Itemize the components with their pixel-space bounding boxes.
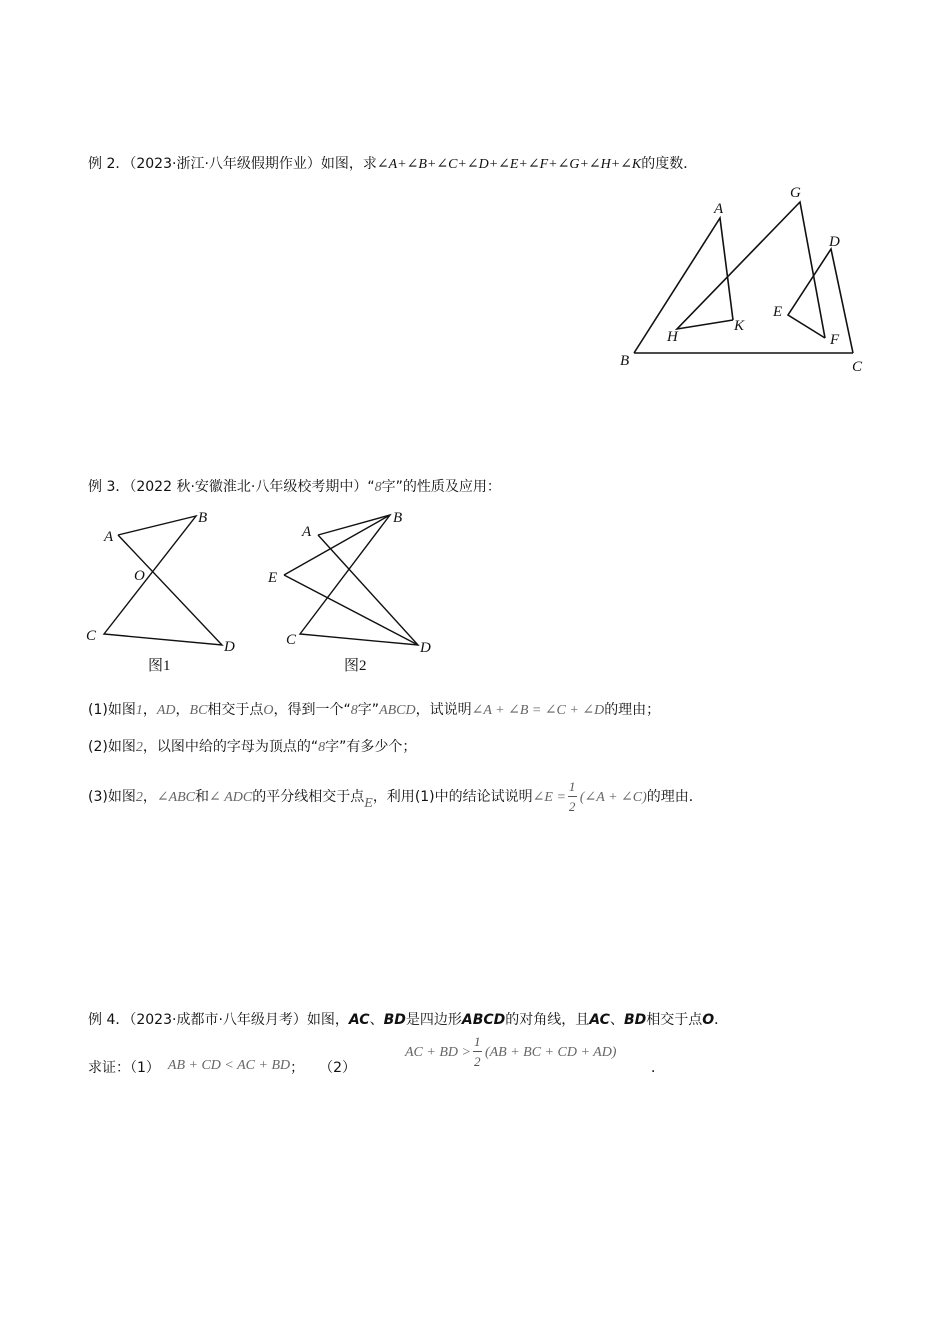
fig2-segment-ed — [284, 575, 418, 645]
q3-text5: 的理由． — [646, 789, 703, 805]
ex2-text-pre: 如图，求 — [320, 156, 377, 172]
ex2-text-post: 的度数． — [641, 156, 698, 172]
fig1-label-b: B — [198, 510, 208, 526]
ex4-text5: ． — [714, 1012, 729, 1028]
ex2-triangle-cdf — [788, 249, 853, 353]
ex4-label: 例 4． — [88, 1012, 130, 1028]
ex4-abcd: ABCD — [461, 1012, 506, 1028]
ex2-triangle-abk — [634, 218, 733, 353]
ex2-label-g: G — [790, 185, 801, 201]
ex2-label-f: F — [830, 332, 840, 348]
fig1-label-o: O — [134, 568, 145, 584]
fig2-path-abcd — [300, 515, 418, 645]
fig2-label-d: D — [420, 640, 431, 656]
q3-frac-den: 2 — [568, 799, 576, 814]
q3-ref: (1) — [414, 789, 435, 805]
ex4-question — [88, 1010, 728, 1030]
ex4-end: ． — [651, 1060, 665, 1076]
q1-equation: ∠A + ∠B = ∠C + ∠D — [471, 703, 605, 718]
fig2-label-b: B — [393, 510, 403, 526]
q1-fig: 1 — [135, 703, 143, 718]
ex4-part2: （2） — [326, 1060, 357, 1076]
q3-fig: 2 — [135, 790, 143, 805]
q3-frac-num: 1 — [568, 779, 576, 794]
ex4-prove-line — [88, 1058, 356, 1079]
ex2-label-k: K — [734, 318, 745, 334]
q2-fig: 2 — [135, 740, 143, 755]
ex3-q2 — [88, 737, 416, 758]
ex3-eight: 8 — [374, 480, 382, 495]
ex2-label-e: E — [773, 304, 783, 320]
ex3-source: （2022 秋·安徽淮北·八年级校考期中） — [129, 479, 368, 495]
ex2-label-a: A — [714, 201, 724, 217]
ex2-label: 例 2． — [88, 156, 130, 172]
q2-eight: 8 — [318, 740, 326, 755]
q3-comma: ， — [142, 789, 157, 805]
q3-eq-left: ∠E = — [532, 790, 566, 805]
ex4-text: 如图， — [306, 1012, 349, 1028]
q3-text3: ，利用 — [372, 789, 415, 805]
ex4-prove: 求证： — [88, 1060, 130, 1076]
q3-text: 如图 — [107, 789, 136, 805]
ex4-source: （2023·成都市·八年级月考） — [129, 1012, 307, 1028]
q1-shape: ABCD — [379, 703, 416, 718]
ex4-fraction — [471, 1034, 485, 1069]
q1-text5: ，试说明 — [415, 702, 472, 718]
fig2-segment-eb — [284, 515, 390, 575]
q1-text6: 的理由； — [604, 702, 661, 718]
ex4-text2: 是四边形 — [405, 1012, 462, 1028]
ex4-sep2: 、 — [609, 1012, 624, 1028]
q1-text: 如图 — [107, 702, 136, 718]
ex3-q1 — [88, 700, 660, 721]
ex2-question — [88, 154, 697, 175]
q1-eight: 8 — [350, 703, 358, 718]
ex3-q3 — [88, 779, 703, 814]
q1-text3: ，得到一个“ — [273, 702, 351, 718]
ex4-ineq2-right: (AB + BC + CD + AD) — [484, 1045, 617, 1060]
fig1-label-a: A — [104, 529, 114, 545]
ex3-label: 例 3． — [88, 479, 130, 495]
ex4-ac: AC — [348, 1012, 370, 1028]
ex2-source: （2023·浙江·八年级假期作业） — [129, 156, 321, 172]
q1-number: (1) — [88, 702, 108, 718]
q1-seg-ad: AD — [156, 703, 176, 718]
ex2-label-b: B — [620, 353, 630, 369]
q1-seg-bc: BC — [189, 703, 208, 718]
fig1-label-c: C — [86, 628, 97, 644]
ex2-label-d: D — [829, 234, 840, 250]
q1-comma2: ， — [175, 702, 190, 718]
q3-point-e: E — [364, 796, 373, 811]
q1-text2: 相交于点 — [207, 702, 264, 718]
fig2-caption: 图2 — [344, 658, 367, 674]
q3-number: (3) — [88, 789, 108, 805]
ex2-label-h: H — [667, 329, 678, 345]
q3-fraction — [566, 779, 580, 814]
ex2-expression: ∠A+∠B+∠C+∠D+∠E+∠F+∠G+∠H+∠K — [376, 157, 642, 172]
fig1-caption: 图1 — [148, 658, 171, 674]
ex4-ineq2-left: AC + BD > — [405, 1045, 471, 1060]
fig1-label-d: D — [224, 639, 235, 655]
fig1-path — [104, 516, 222, 645]
q3-angle-abc: ∠ABC — [156, 790, 196, 805]
q2-text2: ，以图中给的字母为顶点的“ — [142, 739, 319, 755]
ex3-title: 字”的性质及应用： — [381, 479, 501, 495]
fig2-label-c: C — [286, 632, 297, 648]
q2-number: (2) — [88, 739, 108, 755]
fig2-label-a: A — [302, 524, 312, 540]
ex4-text4: 相交于点 — [646, 1012, 703, 1028]
ex4-text3: 的对角线，且 — [505, 1012, 590, 1028]
q1-comma: ， — [142, 702, 157, 718]
q3-and: 和 — [195, 789, 210, 805]
ex4-o: O — [702, 1012, 715, 1028]
q2-text3: 字”有多少个； — [325, 739, 417, 755]
ex4-inequality-2 — [405, 1034, 617, 1069]
ex4-bd2: BD — [623, 1012, 647, 1028]
q3-text2: 的平分线相交于点 — [252, 789, 365, 805]
ex4-frac-den: 2 — [473, 1054, 481, 1069]
q1-point-o: O — [263, 703, 274, 718]
q3-angle-adc: ∠ ADC — [209, 790, 253, 805]
ex4-sep: 、 — [369, 1012, 384, 1028]
ex4-part1: （1） — [130, 1060, 160, 1076]
ex4-bd: BD — [383, 1012, 406, 1028]
ex4-semicolon: ； — [290, 1060, 305, 1076]
ex4-ac2: AC — [589, 1012, 610, 1028]
ex2-triangle-ghk — [677, 202, 825, 338]
q1-text4: 字” — [357, 702, 380, 718]
q3-eq-right: (∠A + ∠C) — [579, 790, 647, 805]
ex4-frac-num: 1 — [473, 1034, 481, 1049]
ex4-inequality-1: AB + CD < AC + BD — [167, 1058, 291, 1073]
ex3-question — [88, 477, 501, 498]
q2-text: 如图 — [107, 739, 136, 755]
fig2-label-e: E — [268, 570, 278, 586]
ex2-label-c: C — [852, 359, 863, 375]
ex3-quote-open: “ — [367, 479, 375, 495]
q3-text4: 中的结论试说明 — [434, 789, 533, 805]
